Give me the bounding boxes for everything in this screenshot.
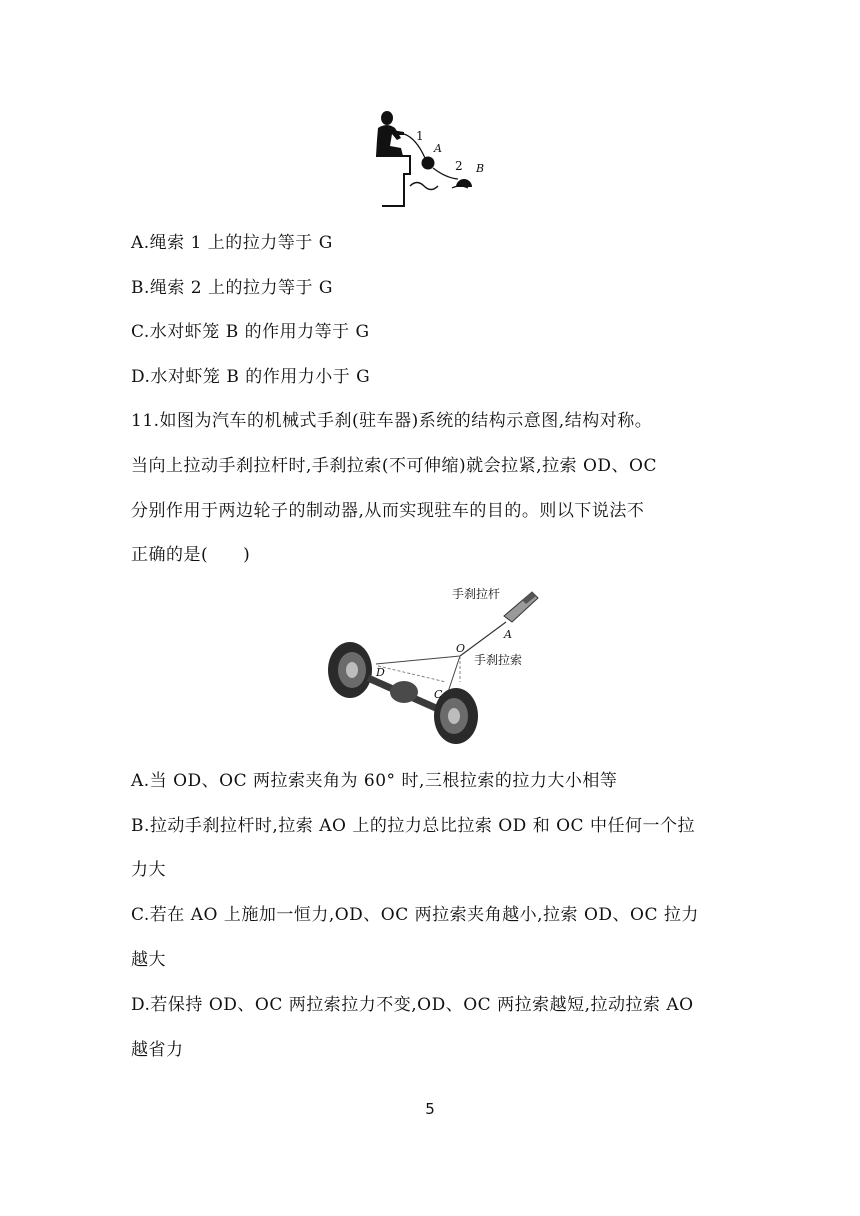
- q11-stem-line-4: 正确的是( ): [131, 545, 251, 565]
- label-c: C: [434, 688, 443, 701]
- bank-outline: [376, 156, 410, 206]
- label-a: A: [504, 628, 512, 641]
- label-a: A: [434, 142, 442, 155]
- q10-option-c: C.水对虾笼 B 的作用力等于 G: [131, 322, 370, 342]
- q11-option-c-line-2: 越大: [131, 950, 166, 970]
- left-wheel: [328, 642, 372, 698]
- handbrake-lever: [504, 592, 538, 622]
- q10-option-a: A.绳索 1 上的拉力等于 G: [131, 233, 333, 253]
- q11-option-d-line-1: D.若保持 OD、OC 两拉索拉力不变,OD、OC 两拉索越短,拉动拉索 AO: [131, 995, 694, 1015]
- differential: [390, 681, 418, 703]
- cable-od: [376, 656, 460, 664]
- q11-stem-line-3: 分别作用于两边轮子的制动器,从而实现驻车的目的。则以下说法不: [131, 501, 645, 521]
- label-d: D: [376, 666, 385, 679]
- shrimp-cage-figure: [368, 108, 492, 210]
- cage-a: [422, 157, 435, 170]
- q11-stem-line-2: 当向上拉动手刹拉杆时,手刹拉索(不可伸缩)就会拉紧,拉索 OD、OC: [131, 456, 657, 476]
- water-wave: [410, 183, 438, 190]
- label-handbrake-lever: 手刹拉杆: [452, 587, 501, 601]
- person-silhouette: [376, 111, 404, 156]
- q10-option-d: D.水对虾笼 B 的作用力小于 G: [131, 367, 371, 387]
- handbrake-figure: [318, 582, 540, 746]
- q11-stem-line-1: 11.如图为汽车的机械式手刹(驻车器)系统的结构示意图,结构对称。: [131, 411, 653, 431]
- q11-option-a: A.当 OD、OC 两拉索夹角为 60° 时,三根拉索的拉力大小相等: [131, 771, 618, 791]
- label-2: 2: [455, 159, 463, 173]
- label-o: O: [456, 642, 466, 655]
- label-b: B: [476, 162, 485, 175]
- cable-ao: [460, 622, 506, 656]
- page-number: 5: [425, 1100, 435, 1118]
- label-handbrake-cable: 手刹拉索: [474, 653, 523, 667]
- q11-option-b-line-2: 力大: [131, 860, 166, 880]
- q11-option-d-line-2: 越省力: [131, 1040, 184, 1060]
- q11-option-b-line-1: B.拉动手刹拉杆时,拉索 AO 上的拉力总比拉索 OD 和 OC 中任何一个拉: [131, 816, 695, 836]
- q10-option-b: B.绳索 2 上的拉力等于 G: [131, 278, 334, 298]
- q11-option-c-line-1: C.若在 AO 上施加一恒力,OD、OC 两拉索夹角越小,拉索 OD、OC 拉力: [131, 905, 699, 925]
- label-1: 1: [416, 129, 424, 143]
